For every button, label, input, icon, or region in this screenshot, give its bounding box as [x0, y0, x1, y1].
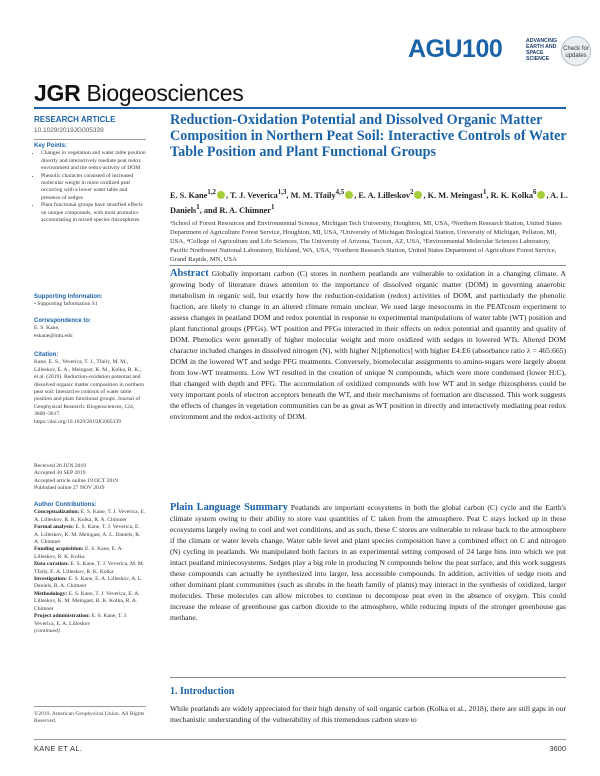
citation-heading: Citation: — [34, 352, 59, 358]
author: K. M. Meingast$^1$, — [427, 189, 491, 200]
contribution-item: Conceptualization: E. S. Kane, T. J. Veverica, E. A. Lilleskov, R. K. Kolka, R. A. Chimner — [34, 509, 146, 523]
author-contributions — [34, 502, 146, 635]
key-point: • Phenolic character consisted of increased molecular weight in more oxidized peat occurring with a lower water table and presence of sedges — [41, 173, 146, 203]
citation — [34, 352, 146, 426]
correspondence-name: E. S. Kane, — [34, 325, 60, 332]
abstract-text: Globally important carbon (C) stores in northern peatlands are vulnerable to oxidation in a changing climate. A growing body of literature draws attention to the importance of dissolved organic matter (DOM) in governing anaerobic metabolism in organic soil, but exactly how the reduction-oxidation (redox) activities of DOM, and particularly the phenolic fraction, are likely to change in an altered climate remain unclear. We used large mesocosms in the PEATcosm experiment to assess changes in peatland DOM and redox potential in response to experimental manipulations of water table (WT) position and plant functional groups (PFGs). WT position and PFGs interacted in their effects on redox potential and quantity and quality of DOM. Phenolics were generally of higher molecular weight and more oxidized with sedges in lowered WTs. Altered DOM character included changes in dissolved nitrogen (N), with higher N:[phenolics] with higher E4:E6 (absorbance ratio λ = 465:665) DOM in the lowered WT and sedge PFG treatments. Conversely, biomolecular assignments to amino-sugars were largely absent from low-WT treatments. Low WT resulted in the creation of unique N compounds, which were more condensed (lower H:C), that changed with depth and PFG. The accumulation of oxidized compounds with low WT and in sedge rhizospheres could be very important pools of electron acceptors beneath the WT, and their mechanisms of formation are discussed. This work suggests the effects of changes in vegetation communities can be as great as WT position in directly and interactively mediating peat redox environment and the redox-activity of DOM. — [170, 269, 566, 421]
author: M. M. Tfaily$^{4,5}$ , — [290, 189, 359, 200]
footer-authors: KANE ET AL. — [34, 744, 83, 753]
key-points — [34, 143, 146, 224]
journal-name: JGR Biogeosciences — [34, 80, 244, 106]
agu100-logo-text: AGU100 — [408, 35, 503, 63]
agu100-logo — [408, 34, 563, 66]
introduction-heading: 1. Introduction — [170, 686, 235, 697]
footer-rule — [34, 739, 566, 740]
orcid-icon[interactable] — [414, 191, 422, 199]
correspondence-heading: Correspondence to: — [34, 318, 92, 324]
check-for-updates-badge[interactable]: Check for updates — [561, 36, 591, 66]
plain-language-summary — [170, 502, 566, 623]
page-number: 3600 — [549, 744, 566, 753]
contribution-item: Investigation: E. S. Kane, E. A. Lilleskov, A. L. Daniels, R. A. Chimner — [34, 576, 143, 590]
introduction-text: While peatlands are widely appreciated for their high density of soil organic carbon (Kolka et al., 2018), there are still gaps in our mechanistic understanding of the vulnerability of this tremendous carbon store to — [170, 704, 566, 724]
contribution-item: Methodology: E. S. Kane, T. J. Veverica, E. A. Lilleskov, K. M. Meingast, R. K. Kolka, R. A. Chimner — [34, 590, 140, 612]
date-received: Received 26 JUN 2019 — [34, 463, 87, 469]
section-rule — [170, 677, 566, 678]
author: R. A. Chimner$^1$ — [219, 203, 275, 215]
correspondence-email[interactable]: eskane@mtu.edu — [34, 332, 73, 339]
plain-summary-text: Peatlands are important ecosystems in both the global carbon (C) cycle and the Earth's climate system owing to their ability to store vast quantities of C taken from the atmosphere. Peat C stays locked up in these ecosystems largely owing to cool and wet conditions, and as such, these C stores are vulnerable to release back to the atmosphere if the climate or water levels change. Water table level and plant species composition have a combined effect on C and nitrogen (N) cycling in peatlands. We manipulated both factors in an experimental setting composed of 24 large bins into which we put intact peatland miniecosystems. Sedges play a big role in producing N compounds below the peat surface, and this work suggests these compounds can actually be synthesized into larger, less accessible compounds. In addition, activities of sedge roots and other dominant plant communities (such as shrubs in the heath family of plants) may interact in the synthesis of oxidized, larger molecules. These molecules can allow microbes to continue to decompose peat even in the absence of oxygen. This could increase the release of greenhouse gas carbon dioxide to the atmosphere, while reducing inputs of the stronger greenhouse gas methane. — [170, 503, 566, 622]
author: R. K. Kolka$^6$ , — [490, 189, 551, 200]
header-rule — [34, 107, 566, 109]
plain-summary-heading: Plain Language Summary — [170, 502, 288, 513]
orcid-icon[interactable] — [217, 191, 225, 199]
abstract — [170, 268, 566, 422]
author: T. J. Veverica$^{1,3}$, — [230, 189, 291, 200]
date-published: Published online 27 NOV 2019 — [34, 485, 105, 492]
author: E. A. Lilleskov$^2$ , — [358, 189, 428, 200]
contribution-item: Formal analysis: E. S. Kane, T. J. Veverica, E. A. Lilleskov, K. M. Meingast, A. L. Daniels, R. A. Chimner — [34, 524, 141, 546]
supporting-info — [34, 294, 146, 309]
contribution-item: Data curation: E. S. Kane, T. J. Veverica, M. M. Tfaily, E. A. Lilleskov, R. K. Kolka — [34, 561, 145, 575]
contribution-item: Funding acquisition: E. S. Kane, E. A. Lilleskov, R. K. Kolka — [34, 546, 124, 560]
supporting-item[interactable]: • Supporting Information S1 — [34, 301, 98, 308]
citation-text: Kane, E. S., Veverica, T. J., Tfaily, M. M., Lilleskov, E. A., Meingast, K. M., Kolka, R. K., et al. (2019). Reduction-oxidation potential and dissolved organic matter composition in northern peat soil: Interactive controls of water table position and plant functional groups. Journal of Geophysical Research: Biogeosciences, 124, 3600–3617. https://doi.org/10.1029/2019JG005339 — [34, 359, 145, 425]
date-accepted: Accepted 30 SEP 2019 — [34, 470, 86, 477]
doi[interactable]: 10.1029/2019JG005339 — [34, 127, 104, 134]
key-point: • Plant functional groups have stratified effects on unique compounds, with most aromatics accumulating in mixed species rhizospheres — [41, 202, 146, 224]
contributions-heading: Author Contributions: — [34, 502, 97, 508]
author-list — [170, 187, 570, 217]
continued-note: (continued) — [34, 627, 60, 634]
article-type: RESEARCH ARTICLE — [34, 115, 116, 124]
date-accepted-online: Accepted article online 19 OCT 2019 — [34, 477, 118, 484]
key-points-heading: Key Points: — [34, 143, 68, 149]
article-title: Reduction-Oxidation Potential and Dissolved Organic Matter Composition in Northern Peat Soil: Interactive Controls of Water Table Position and Plant Functional Groups — [170, 112, 567, 160]
sidebar-divider — [34, 706, 146, 707]
contribution-item: Project administration: E. S. Kane, T. J. Veverica, E. A. Lilleskov — [34, 613, 128, 627]
abstract-heading: Abstract — [170, 268, 209, 279]
sidebar-divider — [34, 139, 146, 140]
author: E. S. Kane$^{1,2}$ , — [170, 189, 230, 200]
agu-tagline: ADVANCING EARTH AND SPACE SCIENCE — [526, 38, 558, 62]
orcid-icon[interactable] — [345, 191, 353, 199]
supporting-heading: Supporting Information: — [34, 294, 103, 300]
key-point: • Changes in vegetation and water table position directly and interactively mediate peat redox environment and the redox-activity of DOM — [41, 150, 146, 172]
dates — [34, 463, 146, 493]
author: A. L. Daniels$^1$, and — [170, 190, 568, 215]
affiliations: ¹School of Forest Resources and Environmental Science, Michigan Tech University, Houghton, MI, USA, ²Northern Research Station, United States Department of Agriculture Forest Service, Houghton, MI, USA, ³University of Michigan Biological Station, University of Michigan, Pellston, MI, USA, ⁴College of Agriculture and Life Sciences, The University of Arizona, Tucson, AZ, USA, ⁵Environmental Molecular Sciences Laboratory, Pacific Northwest National Laboratory, Richland, WA, USA, ⁶Northern Research Station, United States Department of Agriculture Forest Service, Grand Rapids, MN, USA — [170, 220, 562, 263]
orcid-icon[interactable] — [537, 191, 545, 199]
section-rule — [170, 265, 566, 266]
correspondence — [34, 318, 146, 340]
copyright: ©2019. American Geophysical Union. All Rights Reserved. — [34, 711, 145, 725]
